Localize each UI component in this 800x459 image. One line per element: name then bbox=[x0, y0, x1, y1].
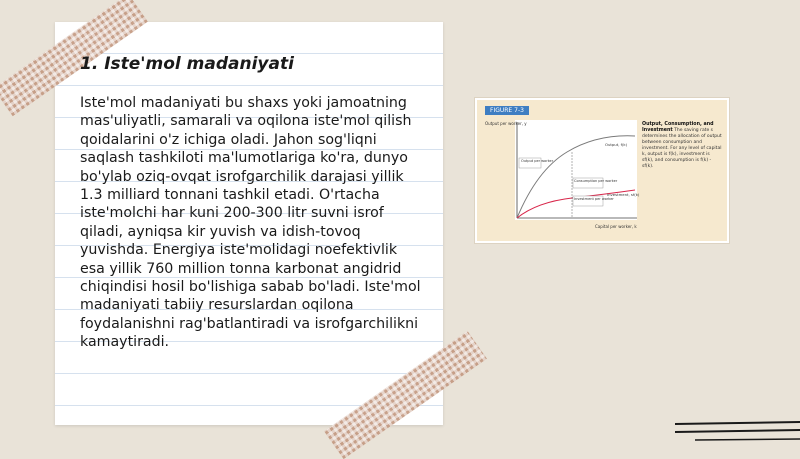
annotation-top: Output per worker bbox=[521, 159, 554, 163]
figure-caption-text: The saving rate s determines the allocation of output between consumption and investment. For any level of capital k, output is f(k), investment is sf(k), and consumption is f(k) - sf(k). bbox=[642, 128, 722, 169]
decorative-lines bbox=[675, 418, 800, 448]
annotation-mid: Consumption per worker bbox=[574, 179, 618, 183]
x-axis-label: Capital per worker, k bbox=[595, 224, 637, 229]
deco-line-2 bbox=[675, 430, 800, 432]
figure-caption bbox=[642, 122, 722, 170]
figure-image bbox=[475, 98, 729, 243]
annotation-low: Investment per worker bbox=[574, 197, 614, 201]
output-curve-label: Output, f(k) bbox=[605, 142, 628, 147]
deco-line-3 bbox=[695, 439, 800, 440]
y-axis-label: Output per worker, y bbox=[485, 121, 527, 126]
slide-title: 1. Iste'mol madaniyati bbox=[80, 54, 294, 74]
figure-caption-title: Output, Consumption, and Investment bbox=[642, 122, 714, 133]
figure-tag: FIGURE 7-3 bbox=[485, 106, 529, 115]
deco-line-1 bbox=[675, 422, 800, 424]
body-paragraph: Iste'mol madaniyati bu shaxs yoki jamoatning mas'uliyatli, samarali va oqilona iste'mol qilish qoidalarini o'z ichiga oladi. Jahon sog'liqni saqlash tashkiloti ma'lumotlariga ko'ra, dunyo bo'ylab oziq-ovqat isrofgarchilik darajasi yillik 1.3 milliard tonnani tashkil etadi. O'rtacha iste'molchi har kuni 200-300 litr suvni isrof qiladi, ayniqsa kir yuvish va idish-tovoq yuvishda. Energiya iste'molidagi noefektivlik esa yillik 760 million tonna karbonat angidrid chiqindisi hosil bo'lishiga sabab bo'ladi. Iste'mol madaniyati tabiiy resurslardan oqilona foydalanishni rag'batlantiradi va isrofgarchilikni kamaytiradi. bbox=[80, 95, 421, 351]
investment-curve-label: Investment, sf(k) bbox=[607, 192, 640, 197]
